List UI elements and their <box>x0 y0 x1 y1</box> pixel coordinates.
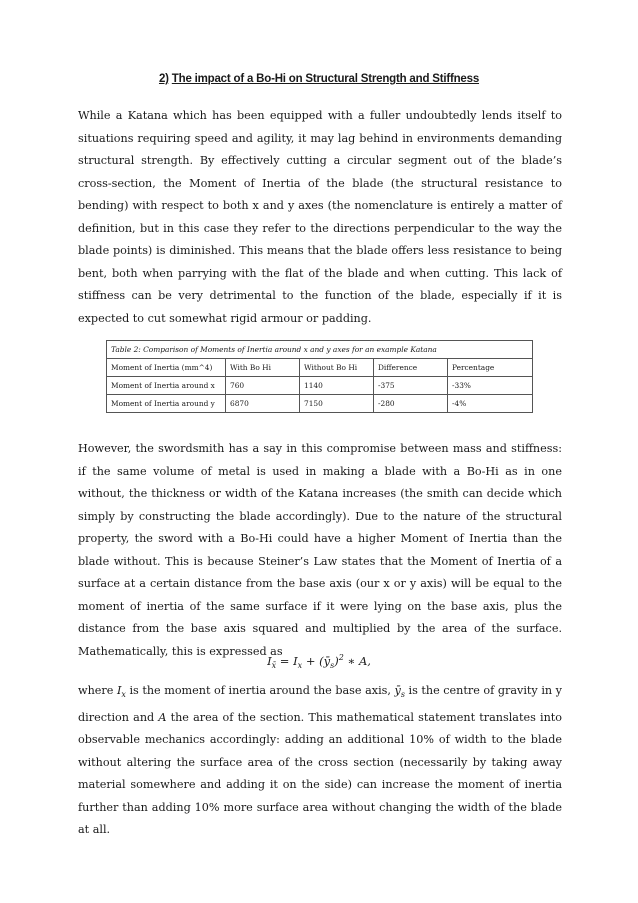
table-header-cell: With Bo Hi <box>226 359 300 377</box>
formula-term2-sub: s <box>330 661 335 671</box>
math-ix-sub: x <box>121 690 126 700</box>
table-header-cell: Difference <box>374 359 448 377</box>
inertia-table <box>106 340 533 413</box>
table-header-row <box>107 359 533 377</box>
section-heading <box>0 73 638 85</box>
paragraph-steiner: However, the swordsmith has a say in this compromise between mass and stiffness: if the same volume of metal is used in making a blade with a Bo-Hi as in one without, the thickness or width of the Katana increases (the smith can decide which simply by constructing the blade accordingly). Due to the nature of the structural property, the sword with a Bo-Hi could have a higher Moment of Inertia than the blade without. This is because Steiner’s Law states that the Moment of Inertia of a surface at a certain distance from the base axis (our x or y axis) will be equal to the moment of inertia of the same surface if it were lying on the base axis, plus the distance from the base axis squared and multiplied by the area of the surface. Mathematically, this is expressed as <box>78 442 562 658</box>
table-header-cell: Without Bo Hi <box>300 359 374 377</box>
table-row <box>107 377 533 395</box>
text-where: where <box>78 684 117 697</box>
table-cell: -280 <box>374 395 448 413</box>
math-ix-symbol: I <box>116 684 122 697</box>
table-header-cell: Percentage <box>448 359 533 377</box>
table-cell: Moment of Inertia around x <box>107 377 226 395</box>
table-cell: -375 <box>374 377 448 395</box>
text-mid1: is the moment of inertia around the base axis, <box>125 684 395 697</box>
paragraph-intro: While a Katana which has been equipped with a fuller undoubtedly lends itself to situations requiring speed and agility, it may lag behind in environments demanding structural strength. By effectively cutting a circular segment out of the blade’s cross-section, the Moment of Inertia of the blade (the structural resistance to bending) with respect to both x and y axes (the nomenclature is entirely a matter of definition, but in this case they refer to the directions perpendicular to the way the blade points) is diminished. This means that the blade offers less resistance to being bent, both when parrying with the flat of the blade and when cutting. This lack of stiffness can be very detrimental to the function of the blade, especially if it is expected to cut somewhat rigid armour or padding. <box>78 109 562 325</box>
text-rest: the area of the section. This mathematical statement translates into observable mechanics accordingly: adding an additional 10% of width to the blade without altering the surface area of the cross section (necessarily by taking away material somewhere and adding it on the side) can increase the moment of inertia further than adding 10% more surface area without changing the width of the blade at all. <box>78 710 563 837</box>
math-ix <box>116 684 126 700</box>
steiner-formula <box>0 653 638 670</box>
formula-lhs: I <box>267 653 272 668</box>
formula-plus: + <box>305 653 316 668</box>
math-ys-sub: s <box>400 690 405 700</box>
formula-equals: = <box>279 653 290 668</box>
table-caption-row <box>107 341 533 359</box>
formula-paren-open: ( <box>319 653 324 668</box>
formula-term1: I <box>293 653 298 668</box>
formula-times: ∗ <box>347 653 356 668</box>
table-caption: Table 2: Comparison of Moments of Inertia around x and y axes for an example Katana <box>107 341 533 359</box>
formula-lhs-sub: x̄ <box>271 661 277 671</box>
formula-term1-sub: x <box>297 661 303 671</box>
formula-exponent: 2 <box>338 653 344 662</box>
table-cell: 1140 <box>300 377 374 395</box>
formula-area: A <box>358 653 368 668</box>
section-number: 2) <box>158 73 169 85</box>
table-cell: 760 <box>226 377 300 395</box>
table-header-cell: Moment of Inertia (mm^4) <box>107 359 226 377</box>
paragraph-explanation <box>78 680 562 842</box>
formula-paren-close: ) <box>334 653 339 668</box>
section-title: The impact of a Bo-Hi on Structural Strength and Stiffness <box>171 73 480 85</box>
table-cell: -33% <box>448 377 533 395</box>
math-ys <box>394 684 405 700</box>
table-row <box>107 395 533 413</box>
formula-term2: ȳ <box>323 653 331 668</box>
text-mid2: is the centre of gravity in y direction and <box>78 684 562 724</box>
table-cell: 6870 <box>226 395 300 413</box>
formula-trail: , <box>367 653 371 668</box>
table-cell: Moment of Inertia around y <box>107 395 226 413</box>
math-ys-symbol: ȳ <box>394 684 401 697</box>
table-cell: -4% <box>448 395 533 413</box>
table-cell: 7150 <box>300 395 374 413</box>
math-a: A <box>158 710 167 724</box>
